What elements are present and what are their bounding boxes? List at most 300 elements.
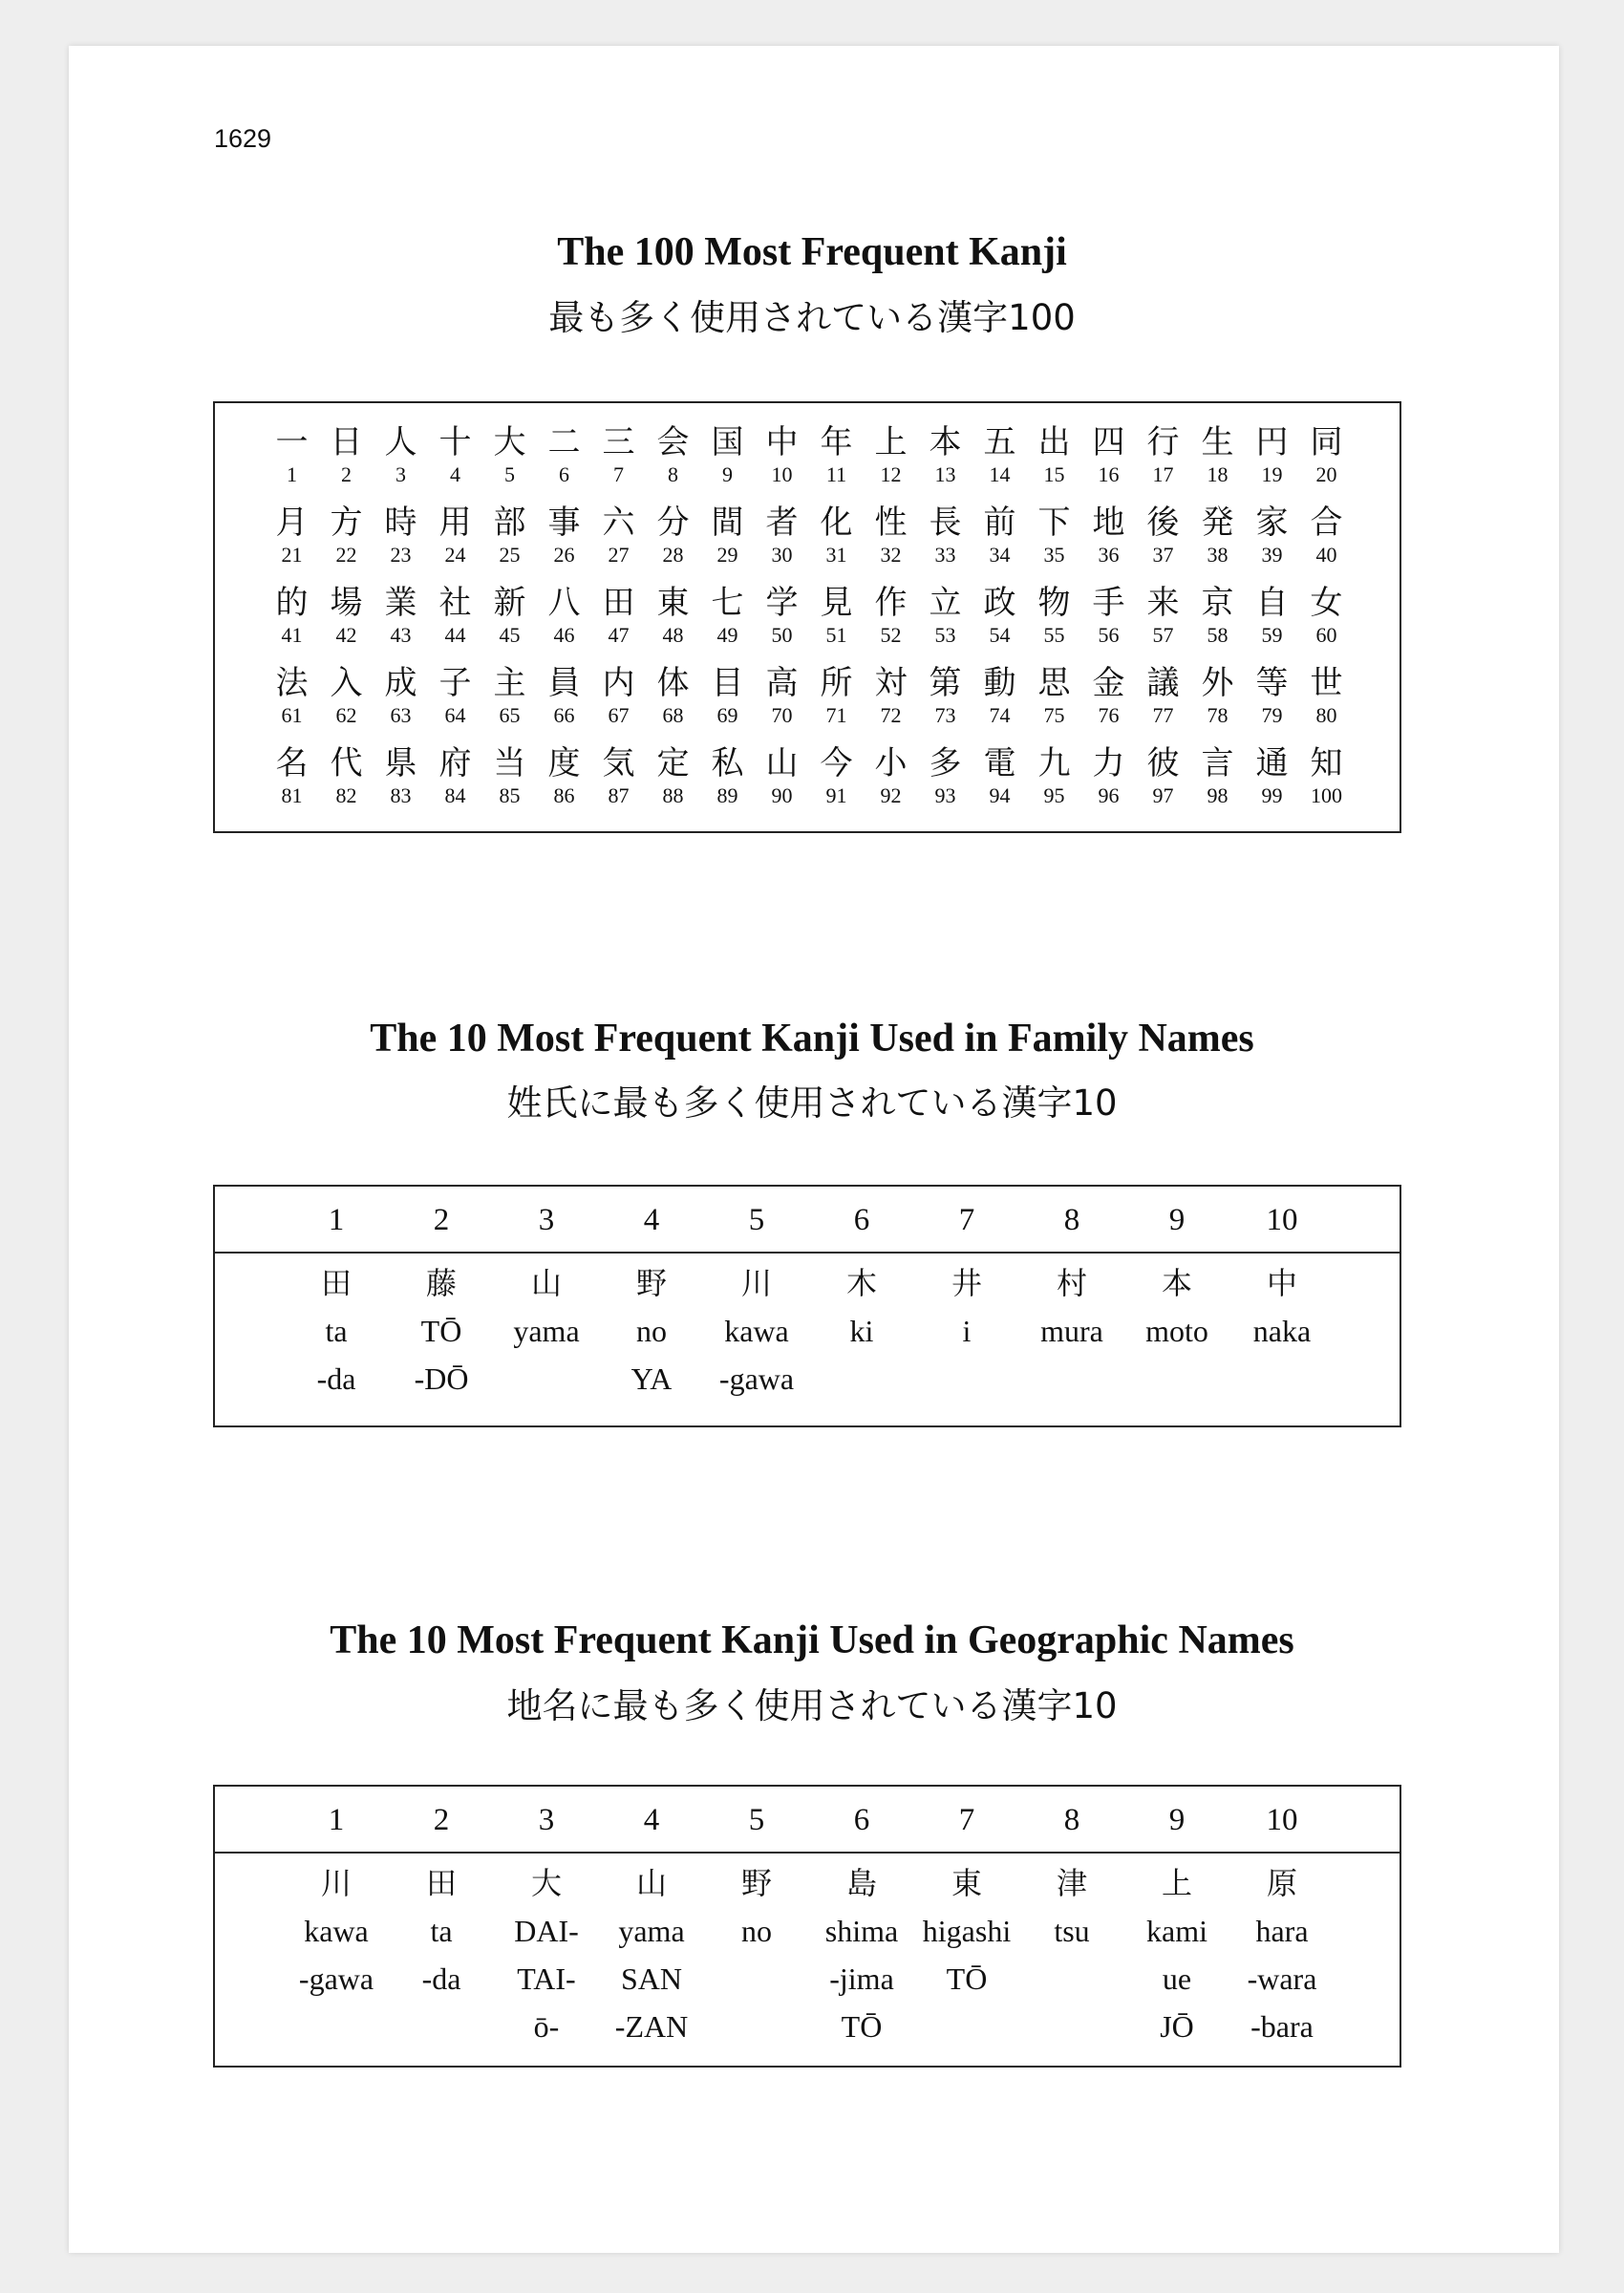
kanji-rank: 91: [825, 783, 847, 807]
kanji-cell: [864, 743, 918, 824]
kanji-character: 通: [1255, 744, 1289, 782]
kanji-character: 日: [330, 423, 363, 461]
kanji-cell: [1027, 663, 1081, 743]
family-kanji: 村: [1056, 1265, 1087, 1301]
kanji-rank: 1: [287, 462, 297, 486]
family-kanji: 木: [845, 1265, 877, 1301]
kanji-cell: [972, 422, 1027, 503]
kanji-rank: 82: [335, 783, 357, 807]
geo-reading: shima: [824, 1913, 899, 1948]
kanji-character: 世: [1310, 664, 1343, 702]
kanji-character: 成: [384, 664, 417, 702]
kanji-character: 府: [438, 744, 472, 782]
kanji-character: 年: [820, 423, 853, 461]
kanji-cell: [755, 743, 809, 824]
kanji-rank: 12: [880, 462, 902, 486]
page-number: 1629: [214, 124, 272, 153]
kanji-rank: 9: [722, 462, 733, 486]
kanji-cell: [1245, 663, 1299, 743]
kanji-character: 国: [711, 423, 744, 461]
kanji-cell: [918, 663, 972, 743]
kanji-character: 手: [1092, 584, 1125, 622]
kanji-rank: 72: [880, 703, 902, 727]
kanji-rank: 15: [1043, 462, 1065, 486]
geographic-names-subtitle: 地名に最も多く使用されている漢字10: [506, 1685, 1118, 1726]
kanji-cell: [1190, 663, 1245, 743]
family-rank-header: 7: [958, 1202, 975, 1237]
kanji-character: 的: [275, 584, 309, 622]
kanji-rank: 89: [716, 783, 738, 807]
kanji-rank: 83: [390, 783, 412, 807]
kanji-character: 学: [765, 584, 799, 622]
kanji-character: 事: [547, 504, 581, 542]
geo-reading: -jima: [829, 1961, 894, 1996]
kanji-cell: [1081, 503, 1136, 583]
kanji-rank: 93: [934, 783, 956, 807]
kanji-rank: 10: [771, 462, 793, 486]
geo-reading: ue: [1162, 1961, 1192, 1996]
kanji-character: 物: [1037, 584, 1071, 622]
kanji-cell: [482, 422, 537, 503]
geo-reading: -wara: [1247, 1961, 1317, 1996]
kanji-rank: 66: [553, 703, 575, 727]
kanji-cell: [972, 583, 1027, 663]
kanji-cell: [809, 583, 864, 663]
kanji-character: 所: [820, 664, 853, 702]
kanji-character: 金: [1092, 664, 1125, 702]
kanji-cell: [482, 583, 537, 663]
kanji-rank: 2: [341, 462, 352, 486]
kanji-character: 場: [330, 584, 363, 622]
kanji-rank: 92: [880, 783, 902, 807]
geo-rank-header: 1: [328, 1802, 345, 1837]
kanji-cell: [265, 422, 319, 503]
geo-rank-header: 5: [748, 1802, 765, 1837]
family-reading: yama: [513, 1313, 580, 1348]
kanji-cell: [1245, 743, 1299, 824]
geo-reading: tsu: [1054, 1913, 1090, 1948]
kanji-rank: 27: [608, 543, 630, 567]
kanji-character: 上: [874, 423, 908, 461]
kanji-rank: 64: [444, 703, 466, 727]
kanji-cell: [1136, 503, 1190, 583]
kanji-cell: [319, 663, 374, 743]
kanji-cell: [918, 503, 972, 583]
kanji-character: 後: [1146, 504, 1180, 542]
family-body: [284, 1255, 1335, 1403]
kanji-cell: [537, 422, 591, 503]
kanji-rank: 41: [281, 623, 303, 647]
kanji-cell: [1136, 583, 1190, 663]
geo-reading: DAI-: [514, 1913, 579, 1948]
kanji-cell: [374, 743, 428, 824]
kanji-rank: 25: [499, 543, 521, 567]
kanji-character: 思: [1037, 664, 1071, 702]
kanji-rank: 35: [1043, 543, 1065, 567]
kanji-cell: [1299, 743, 1354, 824]
kanji-cell: [864, 583, 918, 663]
kanji-rank: 21: [281, 543, 303, 567]
kanji-character: 下: [1037, 504, 1071, 542]
family-reading-row: [284, 1307, 1335, 1355]
kanji-character: 前: [983, 504, 1016, 542]
kanji-character: 化: [820, 504, 853, 542]
kanji-character: 自: [1255, 584, 1289, 622]
family-reading: -DŌ: [414, 1361, 469, 1396]
kanji-character: 今: [820, 744, 853, 782]
kanji-rank: 28: [662, 543, 684, 567]
kanji-cell: [1136, 663, 1190, 743]
kanji-rank: 47: [608, 623, 630, 647]
kanji-cell: [537, 743, 591, 824]
geo-kanji: 田: [425, 1865, 457, 1901]
kanji-cell: [700, 583, 755, 663]
family-kanji: 野: [635, 1265, 667, 1301]
kanji-rank: 94: [989, 783, 1011, 807]
kanji-cell: [809, 663, 864, 743]
kanji-rank: 40: [1315, 543, 1337, 567]
family-header-divider: [215, 1252, 1400, 1254]
kanji-cell: [864, 663, 918, 743]
family-reading: i: [962, 1313, 972, 1348]
kanji-cell: [591, 422, 646, 503]
kanji-character: 一: [275, 423, 309, 461]
kanji-character: 生: [1201, 423, 1234, 461]
kanji-character: 六: [602, 504, 635, 542]
kanji-cell: [864, 422, 918, 503]
family-kanji: 中: [1266, 1265, 1297, 1301]
kanji-character: 七: [711, 584, 744, 622]
kanji-cell: [374, 663, 428, 743]
family-kanji-row: [284, 1255, 1335, 1307]
kanji-character: 内: [602, 664, 635, 702]
kanji-rank: 96: [1098, 783, 1120, 807]
geo-rank-header: 4: [643, 1802, 660, 1837]
kanji-rank: 71: [825, 703, 847, 727]
kanji-cell: [428, 663, 482, 743]
kanji-rank: 8: [668, 462, 678, 486]
kanji-rank: 87: [608, 783, 630, 807]
geo-reading: ō-: [533, 2008, 560, 2044]
kanji-character: 時: [384, 504, 417, 542]
kanji-rank: 7: [613, 462, 624, 486]
kanji-rank: 77: [1152, 703, 1174, 727]
family-kanji: 山: [530, 1265, 562, 1301]
kanji-character: 方: [330, 504, 363, 542]
kanji-cell: [809, 743, 864, 824]
family-kanji: 川: [740, 1265, 772, 1301]
kanji-cell: [265, 743, 319, 824]
kanji-cell: [972, 503, 1027, 583]
kanji-character: 東: [656, 584, 690, 622]
kanji-character: 入: [330, 664, 363, 702]
kanji-character: 見: [820, 584, 853, 622]
kanji-rank: 55: [1043, 623, 1065, 647]
kanji-character: 円: [1255, 423, 1289, 461]
family-reading: -gawa: [718, 1361, 795, 1396]
kanji-rank: 20: [1315, 462, 1337, 486]
kanji-cell: [1136, 422, 1190, 503]
kanji-character: 二: [547, 423, 581, 461]
kanji-rank: 53: [934, 623, 956, 647]
kanji-cell: [537, 583, 591, 663]
kanji-cell: [646, 422, 700, 503]
kanji-character: 分: [656, 504, 690, 542]
kanji-character: 外: [1201, 664, 1234, 702]
kanji-rank: 90: [771, 783, 793, 807]
kanji-character: 作: [874, 584, 908, 622]
kanji-character: 家: [1255, 504, 1289, 542]
kanji-rank: 79: [1261, 703, 1283, 727]
kanji-cell: [428, 743, 482, 824]
kanji-rank: 67: [608, 703, 630, 727]
kanji-cell: [482, 503, 537, 583]
kanji-character: 電: [983, 744, 1016, 782]
family-reading: moto: [1145, 1313, 1208, 1348]
kanji-cell: [1245, 422, 1299, 503]
kanji-cell: [591, 583, 646, 663]
kanji-rank: 24: [444, 543, 466, 567]
kanji-cell: [1190, 583, 1245, 663]
kanji-cell: [972, 663, 1027, 743]
kanji-cell: [319, 503, 374, 583]
kanji-rank: 98: [1207, 783, 1229, 807]
kanji-rank: 5: [504, 462, 515, 486]
kanji-cell: [1027, 422, 1081, 503]
kanji-rank: 100: [1311, 783, 1342, 807]
kanji-rank: 74: [989, 703, 1011, 727]
kanji-character: 当: [493, 744, 526, 782]
family-kanji: 田: [320, 1265, 352, 1301]
kanji-character: 力: [1092, 744, 1125, 782]
kanji-cell: [646, 503, 700, 583]
kanji-cell: [428, 503, 482, 583]
kanji-character: 長: [929, 504, 962, 542]
kanji-character: 主: [493, 664, 526, 702]
geo-reading: hara: [1255, 1913, 1309, 1948]
family-rank-header: 8: [1063, 1202, 1080, 1237]
geo-reading: -da: [421, 1961, 461, 1996]
frequent-kanji-table: [213, 401, 1401, 833]
kanji-cell: [319, 422, 374, 503]
kanji-rank: 61: [281, 703, 303, 727]
geo-kanji: 大: [530, 1865, 562, 1901]
kanji-character: 山: [765, 744, 799, 782]
kanji-rank: 63: [390, 703, 412, 727]
kanji-rank: 3: [395, 462, 406, 486]
geo-rank-header: 3: [538, 1802, 555, 1837]
geo-kanji-row: [284, 1855, 1335, 1907]
geo-reading: TŌ: [946, 1961, 988, 1996]
kanji-character: 来: [1146, 584, 1180, 622]
kanji-rank: 4: [450, 462, 460, 486]
kanji-cell: [809, 422, 864, 503]
kanji-cell: [755, 503, 809, 583]
kanji-rank: 58: [1207, 623, 1229, 647]
frequent-kanji-title: The 100 Most Frequent Kanji: [557, 230, 1067, 274]
kanji-cell: [265, 583, 319, 663]
kanji-rank: 57: [1152, 623, 1174, 647]
family-reading: YA: [630, 1361, 673, 1396]
geo-kanji: 上: [1161, 1865, 1192, 1901]
kanji-character: 田: [602, 584, 635, 622]
geo-kanji: 野: [740, 1865, 772, 1901]
geo-reading: ta: [430, 1913, 453, 1948]
kanji-rank: 33: [934, 543, 956, 567]
geo-body: [284, 1855, 1335, 2050]
family-names-subtitle: 姓氏に最も多く使用されている漢字10: [506, 1082, 1118, 1124]
geo-reading: SAN: [620, 1961, 682, 1996]
kanji-character: 県: [384, 744, 417, 782]
family-names-table: [213, 1185, 1401, 1427]
kanji-cell: [809, 503, 864, 583]
kanji-rank: 54: [989, 623, 1011, 647]
geo-header-divider: [215, 1852, 1400, 1854]
kanji-character: 知: [1310, 744, 1343, 782]
geo-rank-header: 8: [1063, 1802, 1080, 1837]
kanji-rank: 11: [825, 462, 847, 486]
kanji-rank: 38: [1207, 543, 1229, 567]
kanji-cell: [374, 503, 428, 583]
family-names-title: The 10 Most Frequent Kanji Used in Family Names: [370, 1017, 1254, 1061]
geo-reading: kawa: [304, 1913, 369, 1948]
geo-rank-header: 7: [958, 1802, 975, 1837]
kanji-rank: 31: [825, 543, 847, 567]
family-rank-header: 3: [538, 1202, 555, 1237]
kanji-rank: 78: [1207, 703, 1229, 727]
family-kanji: 藤: [425, 1265, 457, 1301]
kanji-cell: [1190, 422, 1245, 503]
kanji-rank: 68: [662, 703, 684, 727]
kanji-character: 本: [929, 423, 962, 461]
geo-kanji: 島: [845, 1865, 877, 1901]
kanji-rank: 6: [559, 462, 569, 486]
kanji-rank: 45: [499, 623, 521, 647]
family-rank-header: 5: [748, 1202, 765, 1237]
kanji-rank: 49: [716, 623, 738, 647]
kanji-rank: 42: [335, 623, 357, 647]
kanji-cell: [1136, 743, 1190, 824]
geo-reading: -gawa: [298, 1961, 374, 1996]
kanji-cell: [918, 583, 972, 663]
kanji-cell: [591, 743, 646, 824]
kanji-rank: 60: [1315, 623, 1337, 647]
family-reading: -da: [316, 1361, 356, 1396]
kanji-character: 対: [874, 664, 908, 702]
kanji-character: 代: [330, 744, 363, 782]
geo-reading-row: [284, 2003, 1335, 2050]
kanji-cell: [1027, 503, 1081, 583]
kanji-character: 人: [384, 423, 417, 461]
kanji-character: 四: [1092, 423, 1125, 461]
kanji-rank: 22: [335, 543, 357, 567]
kanji-character: 私: [711, 744, 744, 782]
kanji-character: 三: [602, 423, 635, 461]
kanji-rank: 44: [444, 623, 466, 647]
kanji-cell: [700, 503, 755, 583]
kanji-rank: 37: [1152, 543, 1174, 567]
kanji-cell: [1081, 422, 1136, 503]
family-rank-header: 9: [1168, 1202, 1186, 1237]
family-rank-header: 10: [1266, 1202, 1298, 1237]
kanji-rank: 34: [989, 543, 1011, 567]
kanji-cell: [1299, 583, 1354, 663]
geo-reading: kami: [1146, 1913, 1207, 1948]
kanji-rank: 18: [1207, 462, 1229, 486]
kanji-cell: [755, 422, 809, 503]
family-reading: ta: [325, 1313, 348, 1348]
kanji-grid: [265, 422, 1354, 824]
kanji-character: 十: [438, 423, 472, 461]
kanji-cell: [646, 663, 700, 743]
geo-header-row: [284, 1787, 1335, 1854]
kanji-cell: [755, 583, 809, 663]
geo-reading: JŌ: [1160, 2008, 1194, 2044]
geo-kanji: 東: [951, 1865, 982, 1901]
kanji-character: 間: [711, 504, 744, 542]
kanji-character: 小: [874, 744, 908, 782]
kanji-rank: 51: [825, 623, 847, 647]
kanji-character: 政: [983, 584, 1016, 622]
family-rank-header: 1: [328, 1202, 345, 1237]
kanji-cell: [319, 583, 374, 663]
kanji-character: 新: [493, 584, 526, 622]
geographic-names-table: [213, 1785, 1401, 2068]
kanji-cell: [482, 663, 537, 743]
kanji-cell: [591, 503, 646, 583]
kanji-rank: 16: [1098, 462, 1120, 486]
kanji-rank: 23: [390, 543, 412, 567]
kanji-cell: [700, 422, 755, 503]
kanji-rank: 50: [771, 623, 793, 647]
kanji-rank: 29: [716, 543, 738, 567]
geo-kanji: 津: [1056, 1865, 1087, 1901]
kanji-rank: 43: [390, 623, 412, 647]
kanji-character: 高: [765, 664, 799, 702]
kanji-character: 大: [493, 423, 526, 461]
kanji-rank: 84: [444, 783, 466, 807]
kanji-cell: [918, 422, 972, 503]
kanji-character: 言: [1201, 744, 1234, 782]
kanji-cell: [1190, 743, 1245, 824]
kanji-cell: [972, 743, 1027, 824]
kanji-character: 行: [1146, 423, 1180, 461]
kanji-rank: 39: [1261, 543, 1283, 567]
kanji-character: 発: [1201, 504, 1234, 542]
geo-kanji: 原: [1266, 1865, 1297, 1901]
kanji-character: 女: [1310, 584, 1343, 622]
geo-rank-header: 2: [433, 1802, 450, 1837]
kanji-character: 目: [711, 664, 744, 702]
geographic-names-title: The 10 Most Frequent Kanji Used in Geographic Names: [330, 1618, 1294, 1662]
kanji-cell: [1027, 583, 1081, 663]
kanji-cell: [755, 663, 809, 743]
kanji-character: 者: [765, 504, 799, 542]
kanji-rank: 19: [1261, 462, 1283, 486]
family-reading: kawa: [724, 1313, 789, 1348]
kanji-cell: [1081, 583, 1136, 663]
geo-reading-row: [284, 1907, 1335, 1955]
kanji-cell: [265, 503, 319, 583]
kanji-rank: 30: [771, 543, 793, 567]
kanji-cell: [646, 583, 700, 663]
kanji-character: 同: [1310, 423, 1343, 461]
kanji-rank: 97: [1152, 783, 1174, 807]
family-kanji: 本: [1161, 1265, 1192, 1301]
kanji-rank: 48: [662, 623, 684, 647]
geo-reading: TAI-: [517, 1961, 576, 1996]
family-reading: ki: [849, 1313, 874, 1348]
